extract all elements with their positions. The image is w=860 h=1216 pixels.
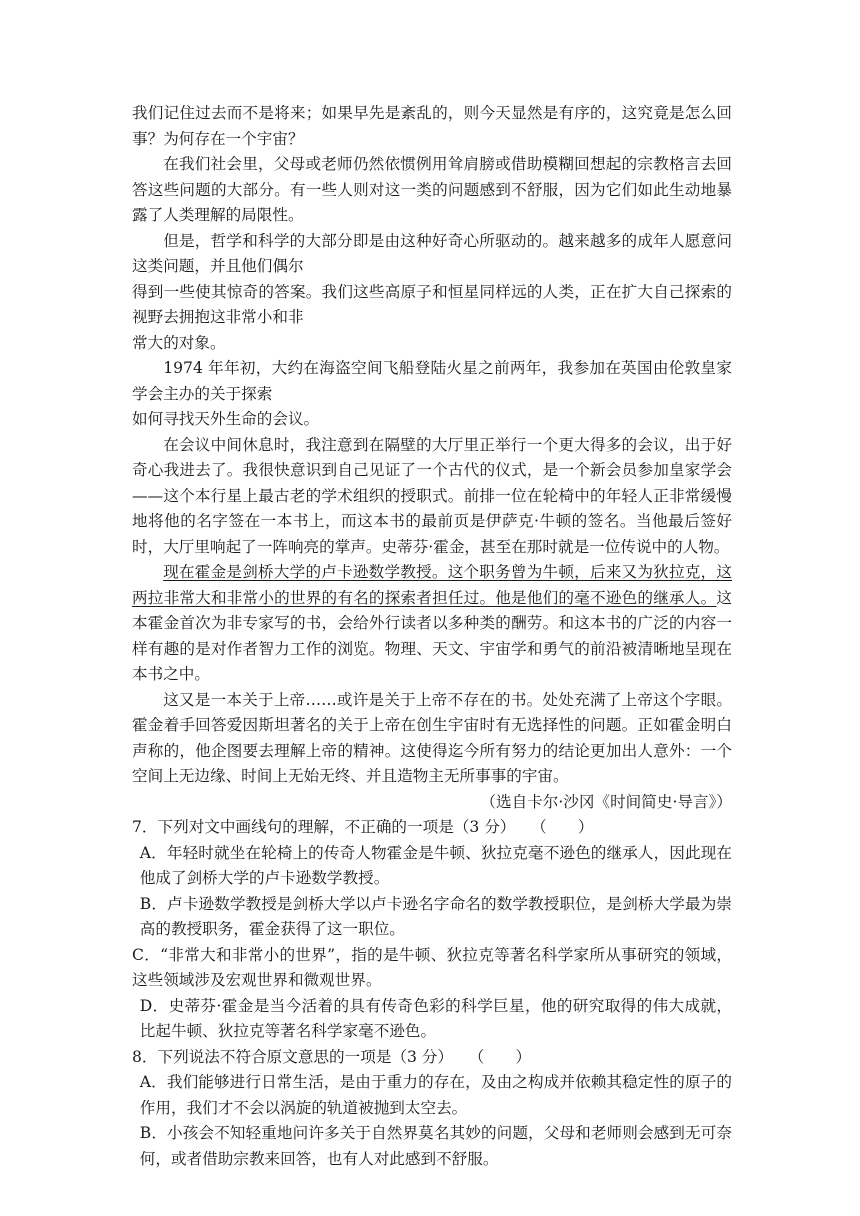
- answer-option: B．小孩会不知轻重地问许多关于自然界莫名其妙的问题，父母和老师则会感到无可奈何，或者借助宗教来回答，也有人对此感到不舒服。: [139, 1124, 732, 1168]
- underlined-sentence: 现在霍金是剑桥大学的卢卡逊数学教授。这个职务曾为牛顿，后来又为狄拉克，这两拉非常大和非常小的世界的有名的探索者担任过。他是他们的毫不逊色的继承人。: [132, 563, 732, 607]
- paragraph: 如何寻找天外生命的会议。: [132, 410, 320, 428]
- paragraph-continuation: 这本霍金首次为非专家写的书，会给外行读者以多种类的酬劳。和这本书的广泛的内容一样有趣的是对作者智力工作的浏览。物理、天文、宇宙学和勇气的前沿被清晰地呈现在本书之中。: [132, 588, 732, 683]
- document-body: [132, 101, 732, 1172]
- answer-option: B．卢卡逊数学教授是剑桥大学以卢卡逊名字命名的数学教授职位，是剑桥大学最为崇高的教授职务，霍金获得了这一职位。: [139, 894, 732, 938]
- paragraph: 我们记住过去而不是将来；如果早先是紊乱的，则今天显然是有序的，这究竟是怎么回事？为何存在一个宇宙？: [132, 104, 732, 148]
- paragraph: 得到一些使其惊奇的答案。我们这些高原子和恒星同样远的人类，正在扩大自己探索的视野去拥抱这非常小和非: [132, 282, 732, 326]
- paragraph-underlined-sentence: [132, 560, 732, 688]
- paragraph: 这又是一本关于上帝……或许是关于上帝不存在的书。处处充满了上帝这个字眼。霍金着手回答爱因斯坦著名的关于上帝在创生宇宙时有无选择性的问题。正如霍金明白声称的，他企图要去理解上帝的精神。这使得迄今所有努力的结论更加出人意外：一个空间上无边缘、时间上无始无终、并且造物主无所事事的宇宙。: [132, 690, 732, 785]
- source-citation: （选自卡尔·沙冈《时间简史·导言》）: [480, 792, 732, 811]
- answer-option: A．年轻时就坐在轮椅上的传奇人物霍金是牛顿、狄拉克毫不逊色的继承人，因此现在他成了剑桥大学的卢卡逊数学教授。: [139, 843, 732, 887]
- question-stem: 8．下列说法不符合原文意思的一项是（3 分） （ ）: [132, 1047, 532, 1066]
- answer-option: A．我们能够进行日常生活，是由于重力的存在，及由之构成并依赖其稳定性的原子的作用，我们才不会以涡旋的轨道被抛到太空去。: [139, 1073, 732, 1117]
- paragraph: 1974 年年初，大约在海盗空间飞船登陆火星之前两年，我参加在英国由伦敦皇家学会主办的关于探索: [132, 359, 732, 403]
- answer-option: C．“非常大和非常小的世界”，指的是牛顿、狄拉克等著名科学家所从事研究的领域，这些领域涉及宏观世界和微观世界。: [132, 945, 732, 989]
- question-stem: 7．下列对文中画线句的理解，不正确的一项是（3 分） （ ）: [132, 818, 594, 836]
- answer-option: D．史蒂芬·霍金是当今活着的具有传奇色彩的科学巨星，他的研究取得的伟大成就，比起牛顿、狄拉克等著名科学家毫不逊色。: [139, 996, 732, 1040]
- paragraph: 在会议中间休息时，我注意到在隔壁的大厅里正举行一个更大得多的会议，出于好奇心我进去了。我很快意识到自己见证了一个古代的仪式，是一个新会员参加皇家学会——这个本行星上最古老的学术组织的授职式。前排一位在轮椅中的年轻人正非常缓慢地将他的名字签在一本书上，而这本书的最前页是伊萨克·牛顿的签名。当他最后签好时，大厅里响起了一阵响亮的掌声。史蒂芬·霍金，甚至在那时就是一位传说中的人物。: [132, 435, 732, 556]
- paragraph: 在我们社会里，父母或老师仍然依惯例用耸肩膀或借助模糊回想起的宗教格言去回答这些问题的大部分。有一些人则对这一类的问题感到不舒服，因为它们如此生动地暴露了人类理解的局限性。: [132, 155, 732, 224]
- paragraph: 常大的对象。: [132, 333, 226, 352]
- paragraph: 但是，哲学和科学的大部分即是由这种好奇心所驱动的。越来越多的成年人愿意问这类问题，并且他们偶尔: [132, 231, 732, 275]
